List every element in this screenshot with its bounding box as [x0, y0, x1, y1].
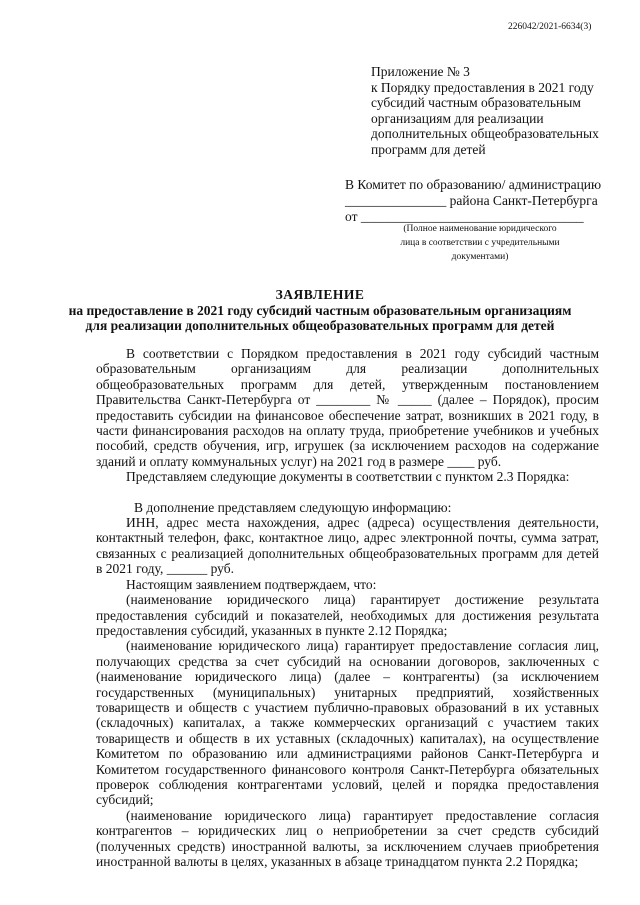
- addressee-district-line: _______________ района Санкт-Петербурга: [345, 193, 598, 208]
- paragraph-guarantee-currency: (наименование юридического лица) гарантирует предоставление согласия контрагентов – юридических лиц о неприобретении за счет средств субсидий (полученных средств) иностранной валюты, за исключением случаев приобретения иностранной валюты в целях, указанных в абзаце тринадцатом пункта 2.2 Порядка;: [96, 807, 599, 869]
- paragraph-additional-info: В дополнение представляем следующую информацию:: [134, 499, 452, 515]
- title-main: ЗАЯВЛЕНИЕ: [275, 287, 365, 302]
- paragraph-documents: Представляем следующие документы в соответствии с пунктом 2.3 Порядка:: [126, 469, 570, 485]
- paragraph-request: В соответствии с Порядком предоставления в 2021 году субсидий частным образовательным организациям для реализации дополнительных общеобразовательных программ для детей, утвержденным постановлением Правительства Санкт-Петербурга от ________ № _____ (далее – Порядок), просим предоставить субсидии на финансовое обеспечение затрат, возникших в 2021 году, в части финансирования расходов на оплату труда, приобретение учебников и учебных пособий, средств обучения, игр, игрушек (за исключением расходов на содержание зданий и оплату коммунальных услуг) на 2021 год в размере ____ руб.: [96, 346, 599, 469]
- note-line: лица в соответствии с учредительными: [400, 238, 560, 248]
- appendix-line: дополнительных общеобразовательных: [371, 126, 599, 141]
- title-subtitle-line: на предоставление в 2021 году субсидий частным образовательным организациям: [68, 302, 572, 318]
- paragraph-contact-info: ИНН, адрес места нахождения, адрес (адреса) осуществления деятельности, контактный телефон, факс, контактное лицо, адрес электронной почты, сумма затрат, связанных с реализацией дополнительных общеобразовательных программ для детей в 2021 году, ______ руб.: [96, 515, 599, 577]
- addressee-block: [345, 177, 605, 225]
- appendix-block: [371, 64, 611, 157]
- appendix-line: Приложение № 3: [371, 64, 470, 79]
- note-line: (Полное наименование юридического: [403, 224, 557, 234]
- document-title: [0, 287, 640, 334]
- addressee-from-line: от _________________________________: [345, 209, 584, 224]
- note-line: документами): [451, 252, 509, 262]
- appendix-line: к Порядку предоставления в 2021 году: [371, 79, 594, 95]
- appendix-line: организациям для реализации: [371, 110, 544, 126]
- addressee-line: В Комитет по образованию/ администрацию: [345, 177, 602, 192]
- paragraph-guarantee-result: (наименование юридического лица) гарантирует достижение результата предоставления субсидий и показателей, необходимых для достижения результата предоставления субсидий, указанных в пункте 2.12 Порядка;: [96, 592, 599, 638]
- applicant-name-note: [360, 222, 600, 264]
- paragraph-guarantee-consent: (наименование юридического лица) гарантирует предоставление согласия лиц, получающих средства за счет субсидий на основании договоров, заключенных с (наименование юридического лица) (далее – контрагенты) (за исключением государственных (муниципальных) унитарных предприятий, хозяйственных товариществ и обществ с участием публично-правовых образований в их уставных (складочных) капиталах, а также коммерческих организаций с участием таких товариществ и обществ в их уставных (складочных) капиталах), на осуществление Комитетом по образованию или администрациями районов Санкт-Петербурга и Комитетом государственного финансового контроля Санкт-Петербурга обязательных проверок соблюдения контрагентами условий, целей и порядка предоставления субсидий;: [96, 638, 599, 808]
- paragraph-confirmation: Настоящим заявлением подтверждаем, что:: [126, 576, 377, 592]
- document-body: [96, 346, 599, 869]
- appendix-line: программ для детей: [371, 141, 486, 157]
- document-number: 226042/2021-6634(3): [508, 22, 592, 32]
- appendix-line: субсидий частным образовательным: [371, 95, 581, 110]
- title-subtitle-line: для реализации дополнительных общеобразовательных программ для детей: [85, 318, 555, 333]
